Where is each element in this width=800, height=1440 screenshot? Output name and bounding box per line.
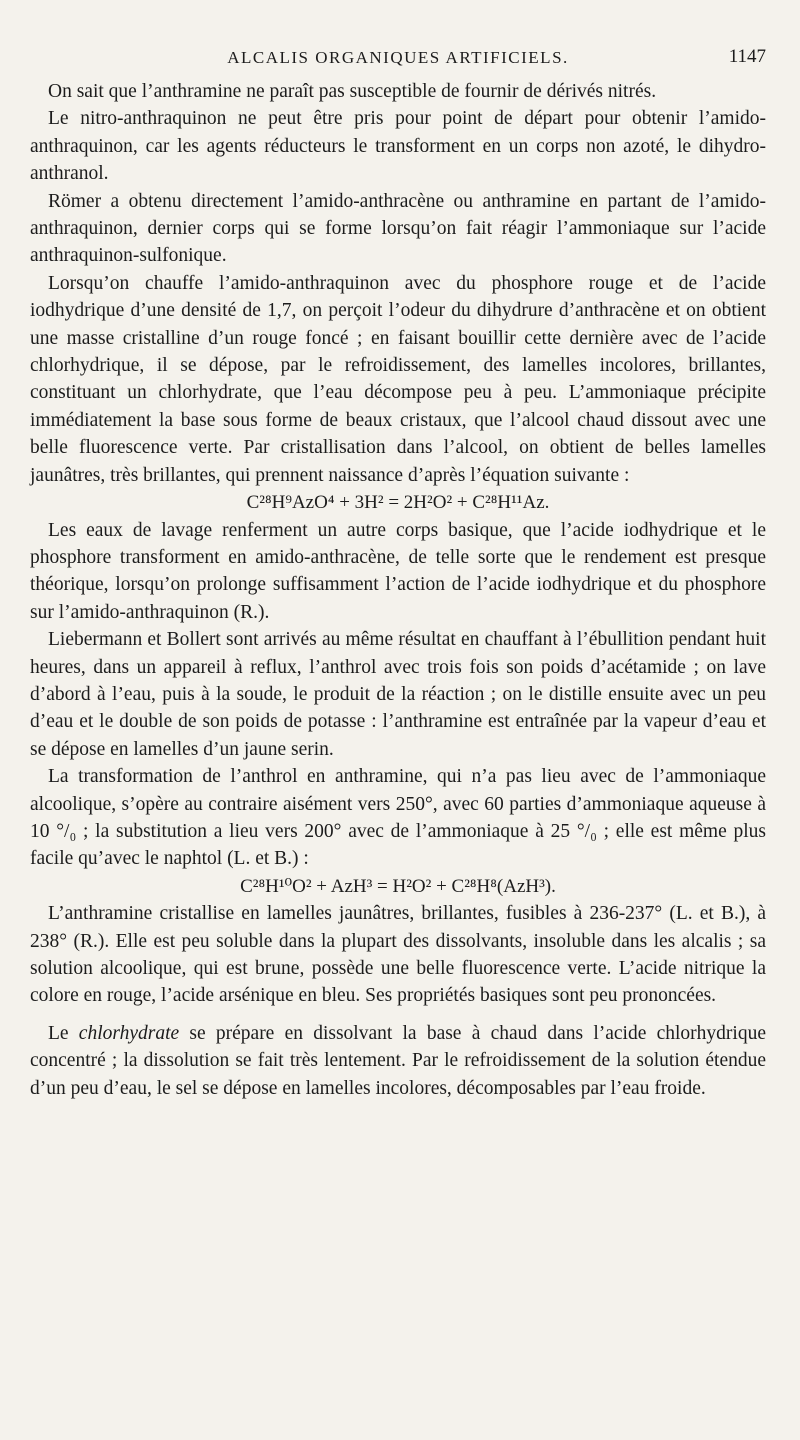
paragraph-5: Les eaux de lavage renferment un autre corps basique, que l’acide iodhydrique et le phosphore transforment en amido-anthracène, de telle sorte que le rendement est presque théorique, lorsqu’on prolonge suffisamment l’action de l’acide iodhydrique et du phosphore sur l’amido-anthraquinon (R.). xyxy=(30,519,766,623)
paragraph-9-term: chlorhydrate xyxy=(78,1022,180,1044)
page-header xyxy=(30,44,766,74)
paragraph-2: Le nitro-anthraquinon ne peut être pris pour point de départ pour obtenir l’amido-anthraquinon, car les agents réducteurs le transforment en un corps non azoté, le dihydro-anthranol. xyxy=(30,108,766,185)
equation-2: C²⁸H¹⁰O² + AzH³ = H²O² + C²⁸H⁸(AzH³). xyxy=(240,875,556,897)
page-number: 1147 xyxy=(728,46,766,67)
equation-1: C²⁸H⁹AzO⁴ + 3H² = 2H²O² + C²⁸H¹¹Az. xyxy=(246,492,550,514)
paragraph-6: Liebermann et Bollert sont arrivés au même résultat en chauffant à l’ébullition pendant huit heures, dans un appareil à reflux, l’anthrol avec trois fois son poids d’acétamide ; on lave d’abord à l’eau, puis à la soude, le produit de la réaction ; on le distille ensuite avec un peu d’eau et le double de son poids de potasse : l’anthramine est entraînée par la vapeur d’eau et se dépose en lamelles d’un jaune serin. xyxy=(30,629,766,760)
paragraph-3: Römer a obtenu directement l’amido-anthracène ou anthramine en partant de l’amido-anthraquinon, dernier corps qui se forme lorsqu’on fait réagir l’ammoniaque sur l’acide anthraquinon-sulfonique. xyxy=(30,190,766,267)
paragraph-1: On sait que l’anthramine ne paraît pas susceptible de fournir de dérivés nitrés. xyxy=(48,81,657,102)
running-title: ALCALIS ORGANIQUES ARTIFICIELS. xyxy=(227,48,569,67)
page-body xyxy=(30,78,766,1102)
paragraph-8: L’anthramine cristallise en lamelles jaunâtres, brillantes, fusibles à 236-237° (L. et B.), à 238° (R.). Elle est peu soluble dans la plupart des dissolvants, insoluble dans les alcalis ; sa solution alcoolique, qui est brune, possède une belle fluorescence verte. L’acide nitrique la colore en rouge, l’acide arsénique en bleu. Ses propriétés basiques sont peu prononcées. xyxy=(30,903,766,1007)
paragraph-9-lead: Le xyxy=(48,1022,79,1044)
paragraph-9 xyxy=(30,1020,766,1102)
paragraph-9-rest: se prépare en dissolvant la base à chaud dans l’acide chlorhydrique concentré ; la dissolution se fait très lentement. Par le refroidissement de la solution étendue d’un peu d’eau, le sel se dépose en lamelles incolores, décomposables par l’eau froide. xyxy=(30,1022,766,1099)
paragraph-7: La transformation de l’anthrol en anthramine, qui n’a pas lieu avec de l’ammoniaque alcoolique, s’opère au contraire aisément vers 250°, avec 60 parties d’ammoniaque aqueuse à 10 °/₀ ; la substitution a lieu vers 200° avec de l’ammoniaque à 25 °/₀ ; elle est même plus facile qu’avec le naphtol (L. et B.) : xyxy=(30,766,766,870)
paragraph-4: Lorsqu’on chauffe l’amido-anthraquinon avec du phosphore rouge et de l’acide iodhydrique d’une densité de 1,7, on perçoit l’odeur du dihydrure d’anthracène et on obtient une masse cristalline d’un rouge foncé ; en faisant bouillir cette dernière avec de l’acide chlorhydrique, il se dépose, par le refroidissement, des lamelles incolores, brillantes, constituant un chlorhydrate, que l’eau décompose peu à peu. L’ammoniaque précipite immédiatement la base sous forme de beaux cristaux, que l’alcool chaud dissout avec une belle fluorescence verte. Par cristallisation dans l’alcool, on obtient de belles lamelles jaunâtres, très brillantes, qui prennent naissance d’après l’équation suivante : xyxy=(30,272,766,486)
paragraph-gap xyxy=(30,1010,766,1020)
